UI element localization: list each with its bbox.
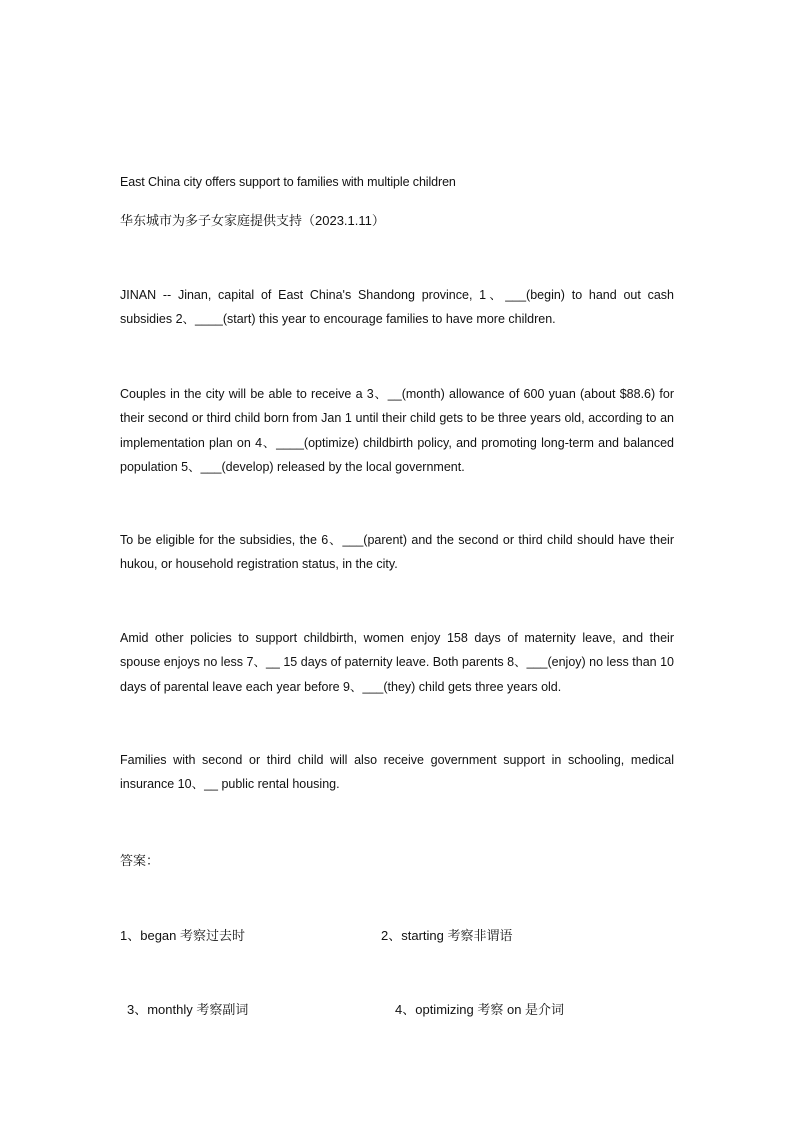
paragraph-2: Couples in the city will be able to receive a 3、__(month) allowance of 600 yuan (about $88.6) for their second or third child born from Jan 1 until their child gets to be three years old, according to an implementation plan on 4、____(optimize) childbirth policy, and promoting long-term and balanced population 5、___(develop) released by the local government. <box>120 387 674 475</box>
paragraph-5: Families with second or third child will also receive government support in schooling, medical insurance 10、__ public rental housing. <box>120 753 674 792</box>
answer-1: 1、began 考察过去时 <box>120 928 245 943</box>
answers-heading: 答案： <box>120 853 160 868</box>
paragraph-3: To be eligible for the subsidies, the 6、___(parent) and the second or third child should have their hukou, or household registration status, in the city. <box>120 533 674 572</box>
answer-3: 3、monthly 考察副词 <box>127 1002 249 1017</box>
paragraph-1: JINAN -- Jinan, capital of East China's Shandong province, 1、___(begin) to hand out cash subsidies 2、____(start) this year to encourage families to have more children. <box>120 288 674 327</box>
paragraph-4: Amid other policies to support childbirth, women enjoy 158 days of maternity leave, and their spouse enjoys no less 7、__ 15 days of paternity leave. Both parents 8、___(enjoy) no less than 10 days of parental leave each year before 9、___(they) child gets three years old. <box>120 631 674 694</box>
article-title-english: East China city offers support to families with multiple children <box>120 175 456 189</box>
article-title-chinese: 华东城市为多子女家庭提供支持（2023.1.11） <box>120 213 385 228</box>
answer-2: 2、starting 考察非谓语 <box>381 928 513 943</box>
answer-4: 4、optimizing 考察 on 是介词 <box>395 1002 565 1017</box>
